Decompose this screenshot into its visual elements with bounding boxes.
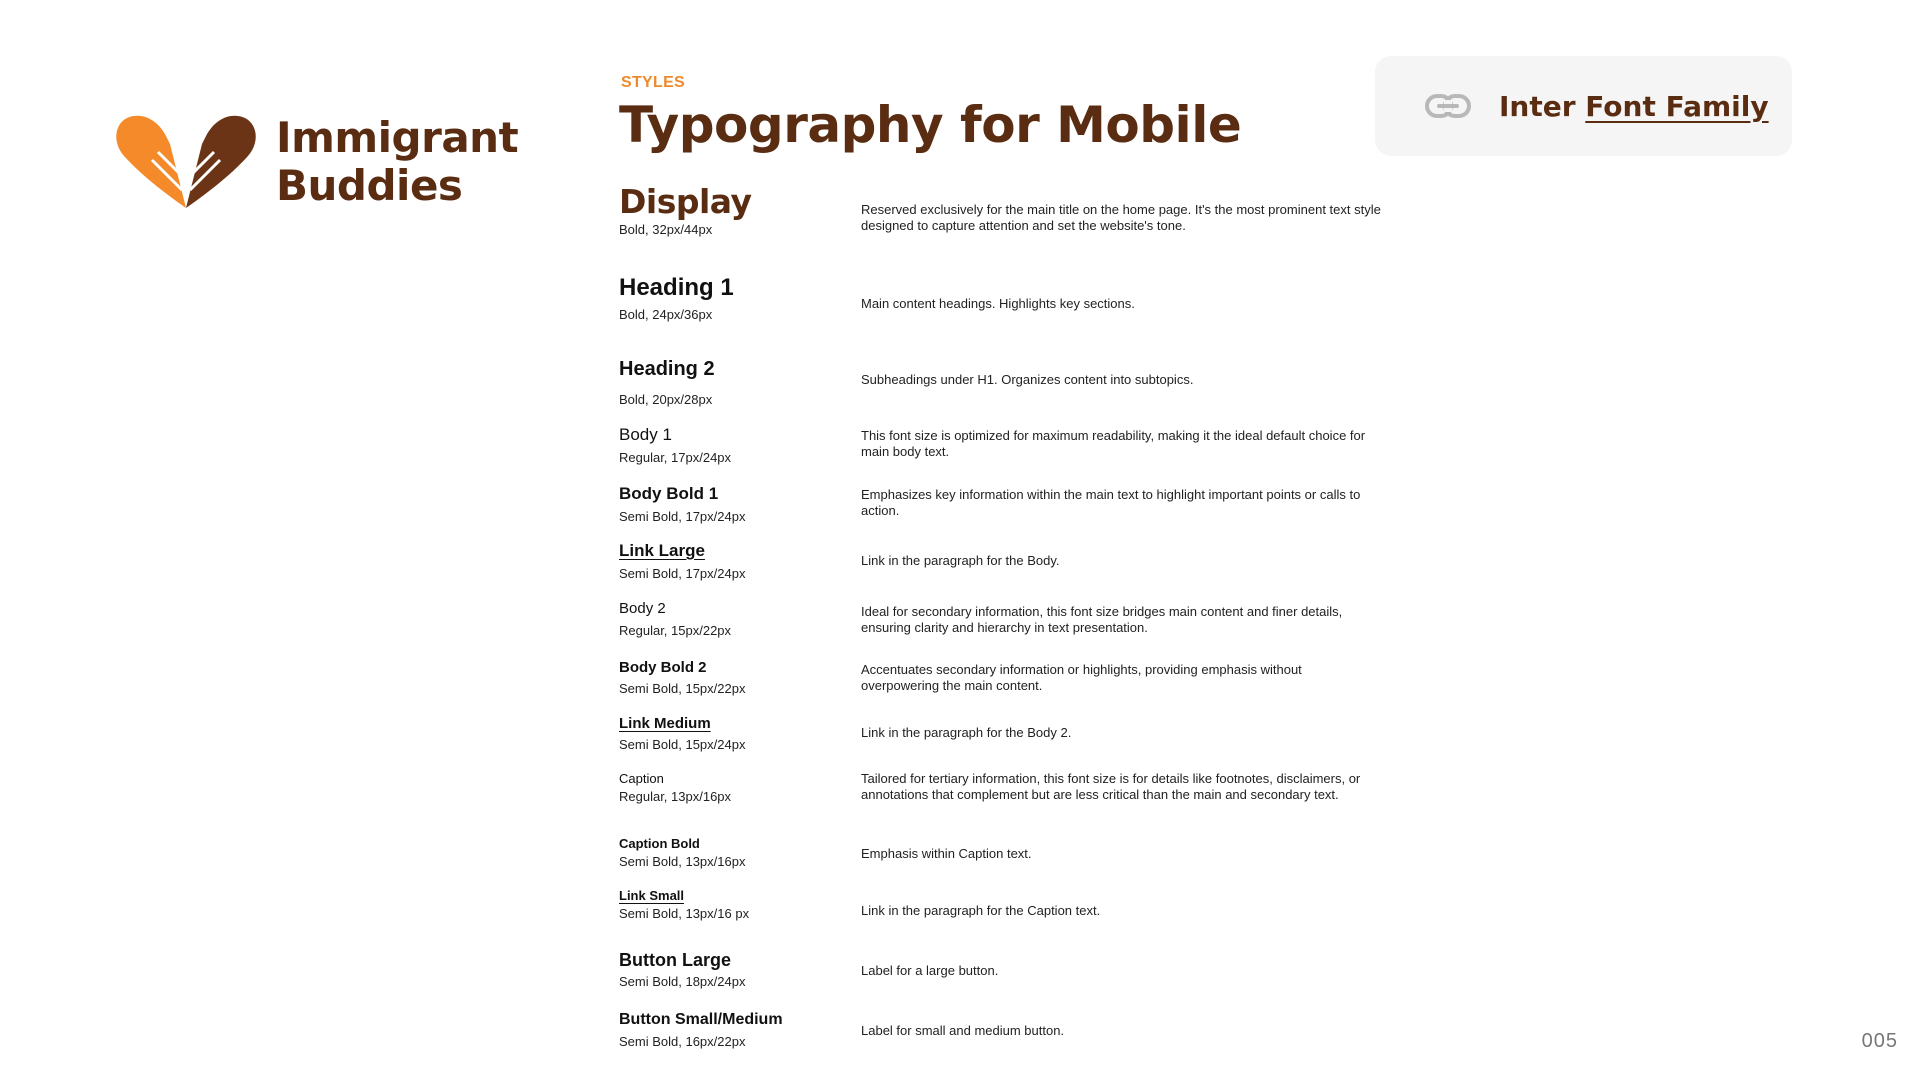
style-spec: Semi Bold, 13px/16 px — [619, 906, 750, 921]
style-name: Button Small/Medium — [619, 1011, 783, 1028]
font-family-prefix: Inter — [1499, 89, 1586, 123]
style-name: Body Bold 2 — [619, 659, 707, 676]
style-spec: Bold, 20px/28px — [619, 392, 713, 407]
style-name: Heading 1 — [619, 274, 734, 301]
style-description: Subheadings under H1. Organizes content into subtopics. — [861, 372, 1194, 387]
style-description: Label for a large button. — [861, 963, 999, 978]
style-name: Caption — [619, 771, 664, 786]
brand-name — [276, 114, 518, 210]
style-name: Heading 2 — [619, 358, 715, 380]
style-description: This font size is optimized for maximum readability, making it the ideal default choice for main body text. — [861, 428, 1366, 459]
style-spec: Semi Bold, 13px/16px — [619, 854, 746, 869]
style-description: Link in the paragraph for the Caption text. — [861, 903, 1101, 918]
typography-styles-list — [619, 0, 1379, 1080]
style-spec: Semi Bold, 16px/22px — [619, 1034, 746, 1049]
style-spec: Semi Bold, 17px/24px — [619, 566, 746, 581]
heart-hands-icon — [112, 112, 260, 212]
style-spec: Regular, 13px/16px — [619, 789, 732, 804]
style-description: Ideal for secondary information, this font size bridges main content and finer details, ensuring clarity and hierarchy in text presentation. — [861, 604, 1343, 635]
brand-name-line2: Buddies — [276, 161, 463, 210]
style-name: Link Large — [619, 541, 705, 560]
style-name: Body 1 — [619, 425, 672, 444]
style-spec: Semi Bold, 15px/24px — [619, 737, 746, 752]
page-title: Typography for Mobile — [619, 96, 1242, 154]
style-name: Caption Bold — [619, 836, 700, 851]
style-spec: Bold, 24px/36px — [619, 307, 713, 322]
style-description: Emphasizes key information within the main text to highlight important points or calls to action. — [861, 487, 1361, 518]
style-name: Body 2 — [619, 600, 666, 617]
brand-name-line1: Immigrant — [276, 113, 519, 162]
style-name: Body Bold 1 — [619, 484, 719, 503]
section-kicker: STYLES — [621, 74, 686, 91]
style-name: Link Small — [619, 888, 685, 903]
style-spec: Semi Bold, 17px/24px — [619, 509, 746, 524]
style-name: Button Large — [619, 950, 731, 970]
style-description: Main content headings. Highlights key sections. — [861, 296, 1135, 311]
style-description: Emphasis within Caption text. — [861, 846, 1032, 861]
font-family-card — [1375, 56, 1792, 156]
style-spec: Semi Bold, 15px/22px — [619, 681, 746, 696]
style-description: Accentuates secondary information or highlights, providing emphasis without overpowering the main content. — [861, 662, 1302, 693]
brand-logo — [112, 112, 518, 212]
style-name: Link Medium — [619, 715, 711, 732]
style-spec: Bold, 32px/44px — [619, 222, 713, 237]
style-spec: Regular, 15px/22px — [619, 623, 732, 638]
style-description: Label for small and medium button. — [861, 1023, 1065, 1038]
link-icon — [1425, 92, 1471, 120]
style-description: Link in the paragraph for the Body. — [861, 553, 1060, 568]
font-family-link[interactable]: Font Family — [1585, 89, 1769, 123]
font-family-label — [1499, 90, 1769, 123]
style-spec: Regular, 17px/24px — [619, 450, 732, 465]
style-description: Link in the paragraph for the Body 2. — [861, 725, 1072, 740]
style-spec: Semi Bold, 18px/24px — [619, 974, 746, 989]
style-name: Display — [619, 182, 752, 221]
style-description: Tailored for tertiary information, this font size is for details like footnotes, disclaimers, or annotations that complement but are less critical than the main and secondary text. — [861, 771, 1361, 802]
style-description: Reserved exclusively for the main title on the home page. It's the most prominent text style designed to capture attention and set the website's tone. — [861, 202, 1381, 233]
page-number: 005 — [1861, 1030, 1898, 1052]
